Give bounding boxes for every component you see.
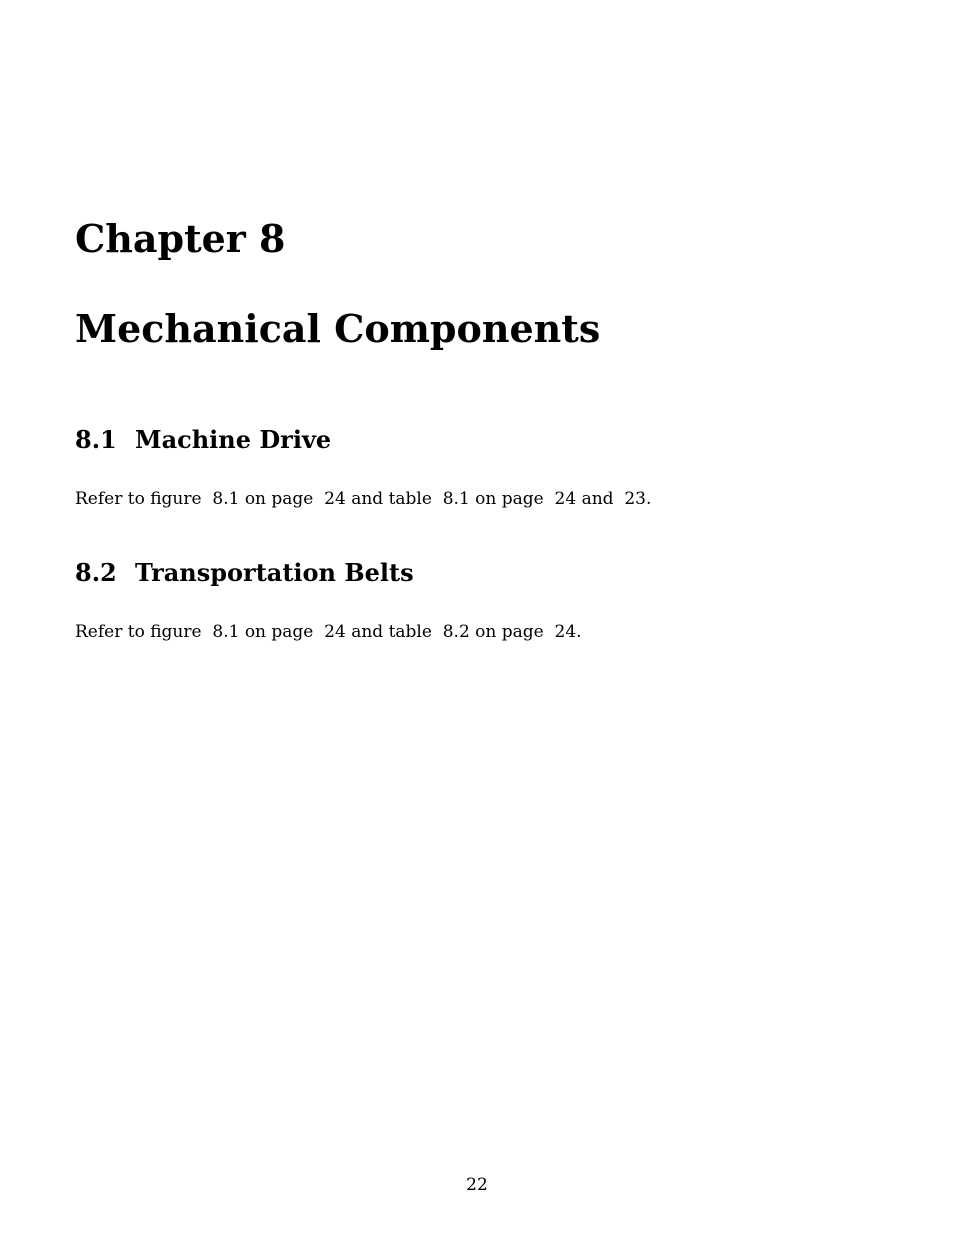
chapter-title: Mechanical Components (75, 306, 601, 351)
section-paragraph: Refer to figure 8.1 on page 24 and table 8.1 on page 24 and 23. (75, 489, 652, 509)
chapter-label: Chapter 8 (75, 216, 286, 261)
section-paragraph: Refer to figure 8.1 on page 24 and table 8.2 on page 24. (75, 622, 582, 642)
section-heading-8-2 (75, 559, 414, 588)
section-title: Transportation Belts (135, 558, 414, 587)
page-number: 22 (466, 1175, 488, 1195)
section-title: Machine Drive (135, 425, 332, 454)
section-number: 8.2 (75, 558, 117, 587)
section-heading-8-1 (75, 426, 331, 455)
section-number: 8.1 (75, 425, 117, 454)
